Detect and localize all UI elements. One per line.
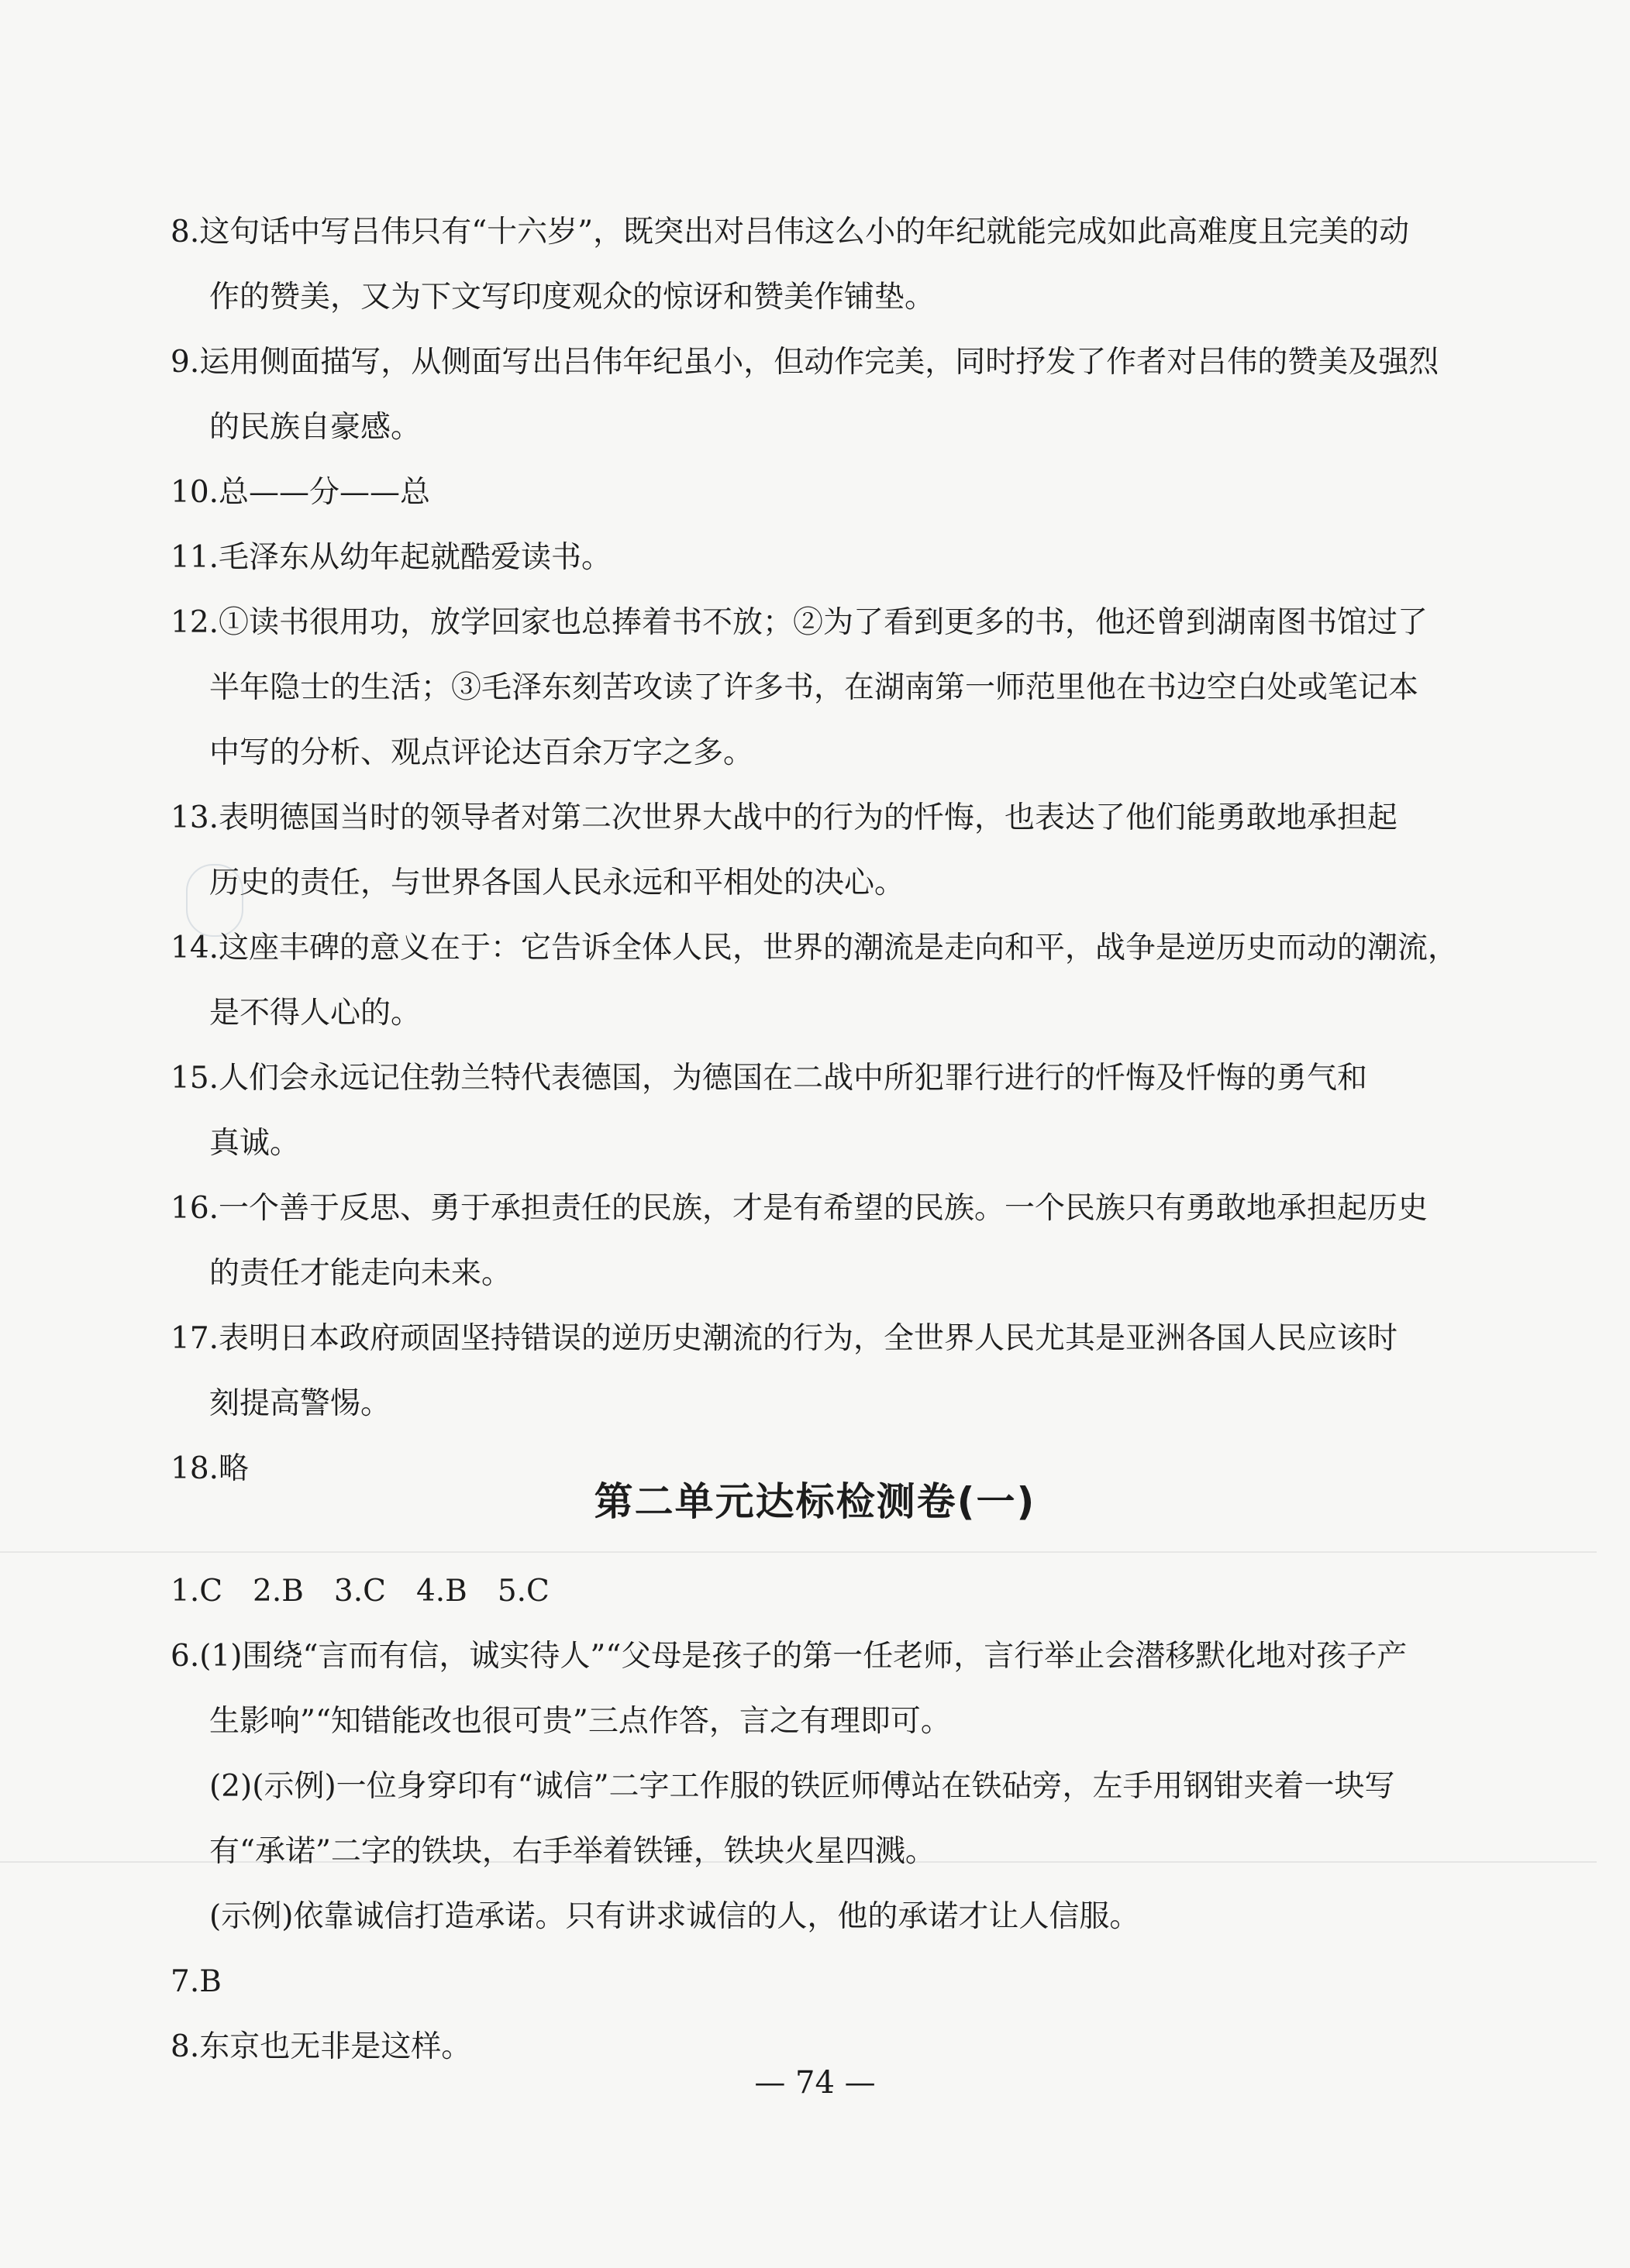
answer-14 <box>171 916 1480 1046</box>
answer-16 <box>171 1176 1480 1306</box>
answer-line: 刻提高警惕。 <box>209 1386 391 1421</box>
answer-6-3 <box>171 1884 1480 1950</box>
answer-line: 18.略 <box>171 1451 250 1486</box>
scan-line <box>0 1551 1597 1553</box>
answer-line: 是不得人心的。 <box>209 996 422 1031</box>
answer-10 <box>171 460 1480 525</box>
answer-1-5: 1.C 2.B 3.C 4.B 5.C <box>171 1574 550 1609</box>
answer-line: 作的赞美，又为下文写印度观众的惊讶和赞美作铺垫。 <box>209 280 936 315</box>
answer-9 <box>171 330 1480 460</box>
answer-line: 9.运用侧面描写，从侧面写出吕伟年纪虽小，但动作完美，同时抒发了作者对吕伟的赞美及强烈 <box>171 345 1439 380</box>
answer-line: 14.这座丰碑的意义在于：它告诉全体人民，世界的潮流是走向和平，战争是逆历史而动的潮流， <box>171 931 1459 965</box>
answer-line: 真诚。 <box>209 1126 301 1161</box>
answer-line: 13.表明德国当时的领导者对第二次世界大战中的行为的忏悔，也表达了他们能勇敢地承担起 <box>171 800 1398 835</box>
answer-line: 11.毛泽东从幼年起就酷爱读书。 <box>171 540 612 575</box>
answer-line: 15.人们会永远记住勃兰特代表德国，为德国在二战中所犯罪行进行的忏悔及忏悔的勇气和 <box>171 1061 1368 1096</box>
answer-line: 中写的分析、观点评论达百余万字之多。 <box>209 735 754 770</box>
answer-line: 的民族自豪感。 <box>209 410 422 445</box>
answer-line: 17.表明日本政府顽固坚持错误的逆历史潮流的行为，全世界人民尤其是亚洲各国人民应该时 <box>171 1321 1398 1356</box>
answer-line: 16.一个善于反思、勇于承担责任的民族，才是有希望的民族。一个民族只有勇敢地承担起历史 <box>171 1191 1428 1226</box>
answer-line: 6.(1)围绕“言而有信，诚实待人”“父母是孩子的第一任老师，言行举止会潜移默化地对孩子产 <box>171 1639 1408 1674</box>
answer-line: 12.①读书很用功，放学回家也总捧着书不放；②为了看到更多的书，他还曾到湖南图书馆过了 <box>171 605 1428 640</box>
answer-6-2 <box>171 1754 1480 1884</box>
answer-line: 半年隐士的生活；③毛泽东刻苦攻读了许多书，在湖南第一师范里他在书边空白处或笔记本 <box>209 670 1419 705</box>
answer-8: 8.东京也无非是这样。 <box>171 2029 472 2064</box>
answer-line: (2)(示例)一位身穿印有“诚信”二字工作服的铁匠师傅站在铁砧旁，左手用钢钳夹着一块写 <box>209 1769 1395 1804</box>
answers-list <box>171 200 1480 1502</box>
section2-answers <box>171 1559 1480 2080</box>
section-title: 第二单元达标检测卷(一) <box>594 1479 1036 1524</box>
answer-15 <box>171 1046 1480 1176</box>
answer-7: 7.B <box>171 1964 222 1999</box>
answer-line: 历史的责任，与世界各国人民永远和平相处的决心。 <box>209 866 905 900</box>
answer-line: 有“承诺”二字的铁块，右手举着铁锤，铁块火星四溅。 <box>209 1834 936 1869</box>
answer-17 <box>171 1306 1480 1437</box>
answer-line: 的责任才能走向未来。 <box>209 1256 512 1291</box>
page-number: — 74 — <box>754 2065 876 2101</box>
answer-line: (示例)依靠诚信打造承诺。只有讲求诚信的人，他的承诺才让人信服。 <box>209 1899 1140 1934</box>
answer-12 <box>171 590 1480 786</box>
answer-13 <box>171 786 1480 916</box>
answer-line: 生影响”“知错能改也很可贵”三点作答，言之有理即可。 <box>209 1704 951 1739</box>
answer-8 <box>171 200 1480 330</box>
answer-6-1 <box>171 1624 1480 1754</box>
answer-11 <box>171 525 1480 590</box>
answer-line: 8.这句话中写吕伟只有“十六岁”，既突出对吕伟这么小的年纪就能完成如此高难度且完美的动 <box>171 215 1410 250</box>
answer-line: 10.总——分——总 <box>171 475 431 510</box>
